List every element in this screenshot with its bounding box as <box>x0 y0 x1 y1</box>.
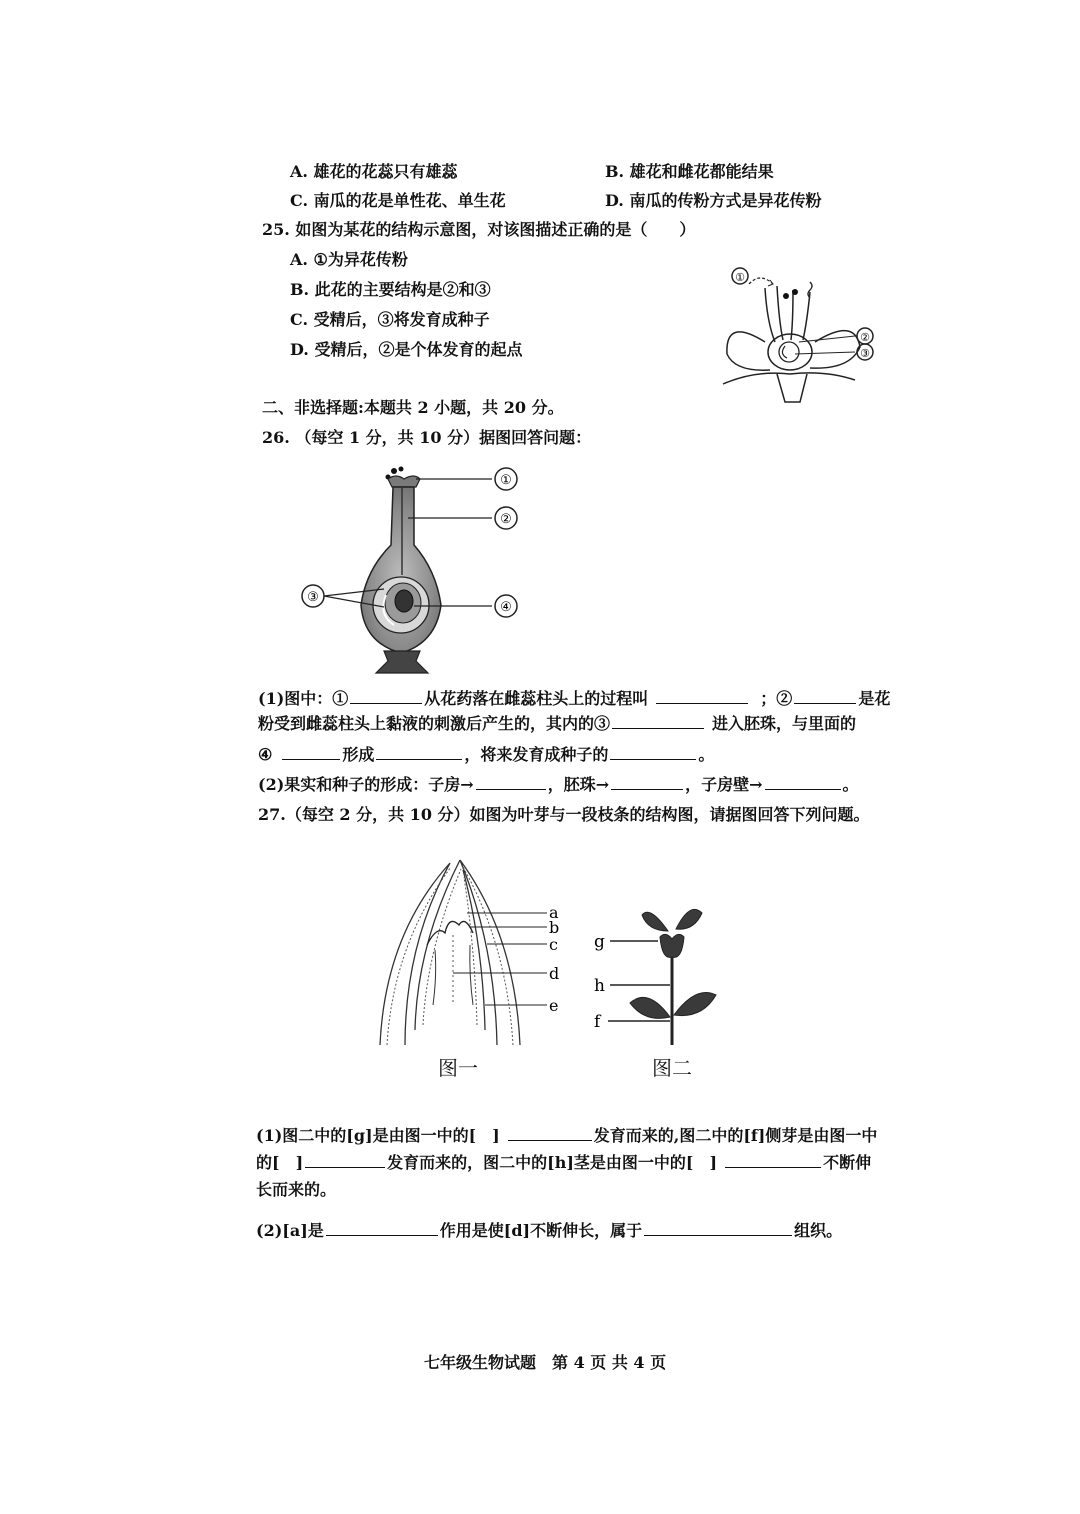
q26-l4-wall: ，子房壁→ <box>685 775 763 794</box>
q26-blank-3[interactable] <box>794 689 856 704</box>
q27-fig2-label-h: h <box>594 976 605 996</box>
q26-blank-10[interactable] <box>765 775 841 790</box>
q26-l3-end: 。 <box>698 745 715 764</box>
q25-label-2: ② <box>860 331 870 344</box>
q24-option-d: D. 南瓜的传粉方式是异花传粉 <box>605 191 822 210</box>
q27-p1-text2: 发育而来的，图二中的[h]茎是由图一中的[ ] <box>387 1153 718 1172</box>
q27-p2-end: 组织。 <box>794 1221 843 1240</box>
q27-p2-line <box>256 1221 842 1241</box>
q26-l1-text: 从花药落在雌蕊柱头上的过程叫 <box>424 689 649 708</box>
q26-l4-prefix: (2)果实和种子的形成：子房→ <box>258 775 474 794</box>
q27-fig2-label-g: g <box>594 932 605 952</box>
q26-l1-end: 是花 <box>858 689 891 708</box>
q27-p1-text: 发育而来的,图二中的[f]侧芽是由图一中 <box>593 1126 878 1145</box>
q27-blank-2[interactable] <box>305 1153 385 1168</box>
q26-label-4: ④ <box>500 600 512 615</box>
q27-fig2-label-f: f <box>594 1012 601 1032</box>
q26-line4 <box>258 775 859 795</box>
q27-fig2-caption: 图二 <box>652 1056 692 1080</box>
q26-l1-prefix: (1)图中：① <box>258 689 349 708</box>
q27-fig1-leaf-bud <box>375 855 575 1055</box>
q26-label-2: ② <box>500 512 512 527</box>
q25-label-3: ③ <box>860 347 870 360</box>
q26-blank-2[interactable] <box>656 689 748 704</box>
q26-blank-1[interactable] <box>350 689 422 704</box>
q27-blank-1[interactable] <box>508 1126 592 1141</box>
q25-stem: 25. 如图为某花的结构示意图，对该图描述正确的是（ ） <box>262 220 696 239</box>
q24-option-c: C. 南瓜的花是单性花、单生花 <box>290 191 506 210</box>
q26-pistil-diagram <box>296 465 536 680</box>
q26-label-3: ③ <box>307 590 319 605</box>
q27-fig1-label-d: d <box>549 964 560 983</box>
q25-option-d: D. 受精后，②是个体发育的起点 <box>290 340 523 359</box>
q26-line1 <box>258 689 890 709</box>
q26-blank-5[interactable] <box>282 745 340 760</box>
q27-p1-end: 不断伸 <box>823 1153 872 1172</box>
q26-blank-4[interactable] <box>612 714 704 729</box>
q25-label-1: ① <box>735 271 745 284</box>
q26-blank-6[interactable] <box>376 745 462 760</box>
q27-blank-5[interactable] <box>644 1221 792 1236</box>
q27-p2-text: 作用是使[d]不断伸长，属于 <box>439 1221 643 1240</box>
q24-option-b: B. 雄花和雌花都能结果 <box>605 162 774 181</box>
q26-line3 <box>258 745 714 765</box>
q26-label-1: ① <box>500 473 512 488</box>
q26-l2-end: 进入胚珠，与里面的 <box>712 714 857 733</box>
q26-blank-9[interactable] <box>611 775 683 790</box>
q26-blank-7[interactable] <box>610 745 696 760</box>
q27-p1-prefix: (1)图二中的[g]是由图一中的[ ] <box>256 1126 500 1145</box>
q27-p1-line1 <box>256 1126 877 1146</box>
q26-l3-text: ，将来发育成种子的 <box>464 745 609 764</box>
q26-stem: 26. （每空 1 分，共 10 分）据图回答问题： <box>262 428 592 447</box>
q27-fig2-branch <box>590 895 730 1045</box>
q26-l1-mid: ；② <box>760 689 793 708</box>
q27-fig1-label-c: c <box>549 935 558 954</box>
q26-l3-prefix: ④ <box>258 745 273 764</box>
q27-blank-3[interactable] <box>725 1153 821 1168</box>
q27-blank-4[interactable] <box>326 1221 438 1236</box>
q26-l4-end: 。 <box>842 775 859 794</box>
q27-stem: 27.（每空 2 分，共 10 分）如图为叶芽与一段枝条的结构图，请据图回答下列问题。 <box>258 805 870 824</box>
page-footer: 七年级生物试题 第 4 页 共 4 页 <box>424 1353 667 1372</box>
q27-p1-bracket: 的[ ] <box>256 1153 304 1172</box>
q26-l3-form: 形成 <box>342 745 375 764</box>
q27-fig1-label-b: b <box>549 918 560 937</box>
q26-blank-8[interactable] <box>476 775 546 790</box>
section2-title: 二、非选择题:本题共 2 小题，共 20 分。 <box>262 398 564 417</box>
q25-option-c: C. 受精后，③将发育成种子 <box>290 310 490 329</box>
q27-fig1-label-e: e <box>549 996 559 1015</box>
q24-option-a: A. 雄花的花蕊只有雄蕊 <box>290 162 458 181</box>
q27-p1-line2 <box>256 1153 871 1173</box>
q27-fig1-label-a: a <box>549 903 559 922</box>
q25-option-b: B. 此花的主要结构是②和③ <box>290 280 491 299</box>
q27-fig1-caption: 图一 <box>438 1056 478 1080</box>
q25-flower-diagram <box>715 262 885 404</box>
q26-l2-text: 粉受到雌蕊柱头上黏液的刺激后产生的，其内的③ <box>258 714 611 733</box>
q27-p1-line3: 长而来的。 <box>256 1180 337 1199</box>
q27-p2-prefix: (2)[a]是 <box>256 1221 324 1240</box>
q25-option-a: A. ①为异花传粉 <box>290 250 408 269</box>
q26-l4-ovule: ，胚珠→ <box>547 775 610 794</box>
q26-line2 <box>258 714 856 734</box>
